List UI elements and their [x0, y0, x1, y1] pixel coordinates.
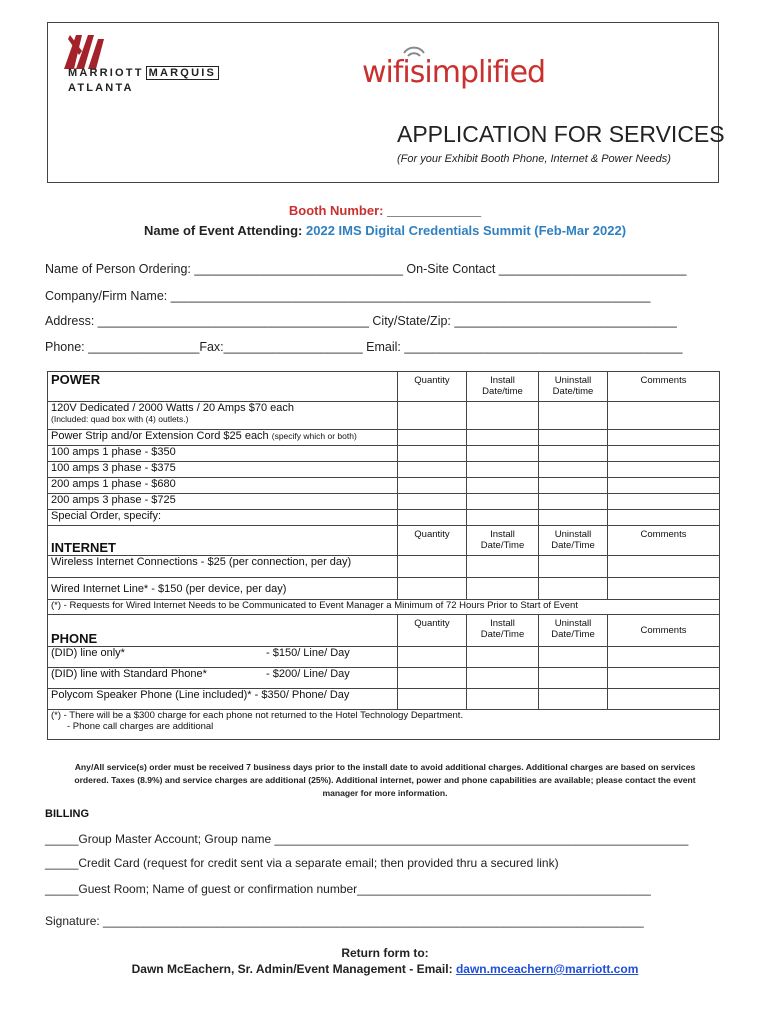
uninstall-cell[interactable] — [539, 510, 608, 526]
quantity-header: Quantity — [398, 615, 467, 647]
table-row: 200 amps 3 phase - $725 — [48, 494, 398, 510]
install-cell[interactable] — [467, 578, 539, 600]
return-contact: Dawn McEachern, Sr. Admin/Event Management - Email: dawn.mceachern@marriott.com — [131, 962, 639, 976]
quantity-cell[interactable] — [398, 689, 467, 710]
comments-header: Comments — [608, 615, 720, 647]
event-attending-line: Name of Event Attending: 2022 IMS Digital Credentials Summit (Feb-Mar 2022) — [143, 223, 627, 238]
uninstall-header: Uninstall Date/time — [539, 372, 608, 402]
page-subtitle: (For your Exhibit Booth Phone, Internet & Power Needs) — [397, 153, 671, 165]
install-cell[interactable] — [467, 510, 539, 526]
table-row: Power Strip and/or Extension Cord $25 each (specify which or both) — [48, 430, 398, 446]
terms-notice: Any/All service(s) order must be received 7 business days prior to the install date to avoid additional charges. Additional charges are based on services ordered. Taxes (8.9%) and service charges are additional (25%). Additional internet, power and phone capabilities are available; please contact the event manager for more information. — [74, 762, 696, 798]
services-table — [47, 371, 720, 740]
person-ordering-field[interactable]: Name of Person Ordering: ______________________________ On-Site Contact ___________________________ — [45, 262, 687, 276]
internet-note: (*) - Requests for Wired Internet Needs to be Communicated to Event Manager a Minimum of 72 Hours Prior to Start of Event — [48, 600, 720, 615]
contact-email-link[interactable]: dawn.mceachern@marriott.com — [455, 962, 639, 976]
install-header: Install Date/Time — [467, 615, 539, 647]
uninstall-cell[interactable] — [539, 556, 608, 578]
header-box — [47, 22, 725, 183]
quantity-cell[interactable] — [398, 478, 467, 494]
power-section-title: POWER — [48, 372, 398, 402]
table-row: Wired Internet Line* - $150 (per device, per day) — [48, 578, 398, 600]
quantity-cell[interactable] — [398, 462, 467, 478]
uninstall-cell[interactable] — [539, 402, 608, 430]
signature-field[interactable]: Signature: _________________________________________________________________________________ — [45, 914, 644, 928]
quantity-header: Quantity — [398, 372, 467, 402]
page-title: APPLICATION FOR SERVICES — [397, 121, 725, 147]
install-cell[interactable] — [467, 430, 539, 446]
comments-cell[interactable] — [608, 668, 720, 689]
quantity-cell[interactable] — [398, 494, 467, 510]
comments-cell[interactable] — [608, 462, 720, 478]
billing-group-field[interactable]: _____Group Master Account; Group name ______________________________________________________________ — [45, 832, 689, 846]
uninstall-cell[interactable] — [539, 478, 608, 494]
comments-cell[interactable] — [608, 556, 720, 578]
install-cell[interactable] — [467, 478, 539, 494]
table-row: 100 amps 3 phase - $375 — [48, 462, 398, 478]
comments-cell[interactable] — [608, 647, 720, 668]
quantity-cell[interactable] — [398, 402, 467, 430]
comments-cell[interactable] — [608, 578, 720, 600]
install-cell[interactable] — [467, 402, 539, 430]
phone-note: (*) - There will be a $300 charge for each phone not returned to the Hotel Technology Department. - Phone call charges are additional — [48, 710, 720, 740]
uninstall-cell[interactable] — [539, 647, 608, 668]
table-row: Wireless Internet Connections - $25 (per connection, per day) — [48, 556, 398, 578]
uninstall-cell[interactable] — [539, 446, 608, 462]
install-cell[interactable] — [467, 446, 539, 462]
quantity-header: Quantity — [398, 526, 467, 556]
quantity-cell[interactable] — [398, 430, 467, 446]
quantity-cell[interactable] — [398, 446, 467, 462]
phone-section-title: PHONE — [48, 615, 398, 647]
uninstall-cell[interactable] — [539, 689, 608, 710]
quantity-cell[interactable] — [398, 647, 467, 668]
comments-cell[interactable] — [608, 446, 720, 462]
billing-guest-field[interactable]: _____Guest Room; Name of guest or confirmation number____________________________________________ — [45, 882, 651, 896]
billing-credit-field[interactable]: _____Credit Card (request for credit sent via a separate email; then provided thru a secured link) — [45, 856, 559, 870]
table-row: 100 amps 1 phase - $350 — [48, 446, 398, 462]
quantity-cell[interactable] — [398, 668, 467, 689]
return-form-label: Return form to: — [341, 946, 429, 960]
comments-header: Comments — [608, 372, 720, 402]
quantity-cell[interactable] — [398, 556, 467, 578]
wifi-simplified-logo — [362, 45, 546, 90]
table-row: (DID) line with Standard Phone* - $200/ Line/ Day — [48, 668, 398, 689]
install-cell[interactable] — [467, 494, 539, 510]
uninstall-cell[interactable] — [539, 430, 608, 446]
comments-cell[interactable] — [608, 689, 720, 710]
wifi-logo-text: wifisimplified — [362, 55, 546, 90]
install-header: Install Date/Time — [467, 526, 539, 556]
billing-title: BILLING — [45, 808, 89, 820]
table-row: 120V Dedicated / 2000 Watts / 20 Amps $70 each (Included: quad box with (4) outlets.) — [48, 402, 398, 430]
uninstall-header: Uninstall Date/Time — [539, 526, 608, 556]
table-row: Special Order, specify: — [48, 510, 398, 526]
marriott-logo-text: MARRIOTT MARQUIS — [68, 67, 219, 79]
internet-section-title: INTERNET — [48, 526, 398, 556]
install-header: Install Date/time — [467, 372, 539, 402]
address-field[interactable]: Address: _______________________________________ City/State/Zip: ________________________________ — [45, 314, 677, 328]
quantity-cell[interactable] — [398, 510, 467, 526]
uninstall-cell[interactable] — [539, 462, 608, 478]
quantity-cell[interactable] — [398, 578, 467, 600]
table-row: (DID) line only* - $150/ Line/ Day — [48, 647, 398, 668]
comments-header: Comments — [608, 526, 720, 556]
uninstall-cell[interactable] — [539, 494, 608, 510]
comments-cell[interactable] — [608, 494, 720, 510]
install-cell[interactable] — [467, 668, 539, 689]
company-field[interactable]: Company/Firm Name: _____________________________________________________________________ — [45, 289, 651, 303]
phone-fax-email-field[interactable]: Phone: ________________Fax:____________________ Email: ________________________________________ — [45, 340, 683, 354]
booth-number-line[interactable]: Booth Number: _____________ — [288, 203, 482, 218]
table-row: Polycom Speaker Phone (Line included)* - $350/ Phone/ Day — [48, 689, 398, 710]
uninstall-header: Uninstall Date/Time — [539, 615, 608, 647]
table-row: 200 amps 1 phase - $680 — [48, 478, 398, 494]
uninstall-cell[interactable] — [539, 578, 608, 600]
install-cell[interactable] — [467, 556, 539, 578]
event-name-value: 2022 IMS Digital Credentials Summit (Feb-Mar 2022) — [306, 223, 627, 238]
comments-cell[interactable] — [608, 478, 720, 494]
comments-cell[interactable] — [608, 510, 720, 526]
install-cell[interactable] — [467, 689, 539, 710]
uninstall-cell[interactable] — [539, 668, 608, 689]
comments-cell[interactable] — [608, 430, 720, 446]
install-cell[interactable] — [467, 462, 539, 478]
install-cell[interactable] — [467, 647, 539, 668]
marriott-location-text: ATLANTA — [68, 82, 134, 94]
comments-cell[interactable] — [608, 402, 720, 430]
